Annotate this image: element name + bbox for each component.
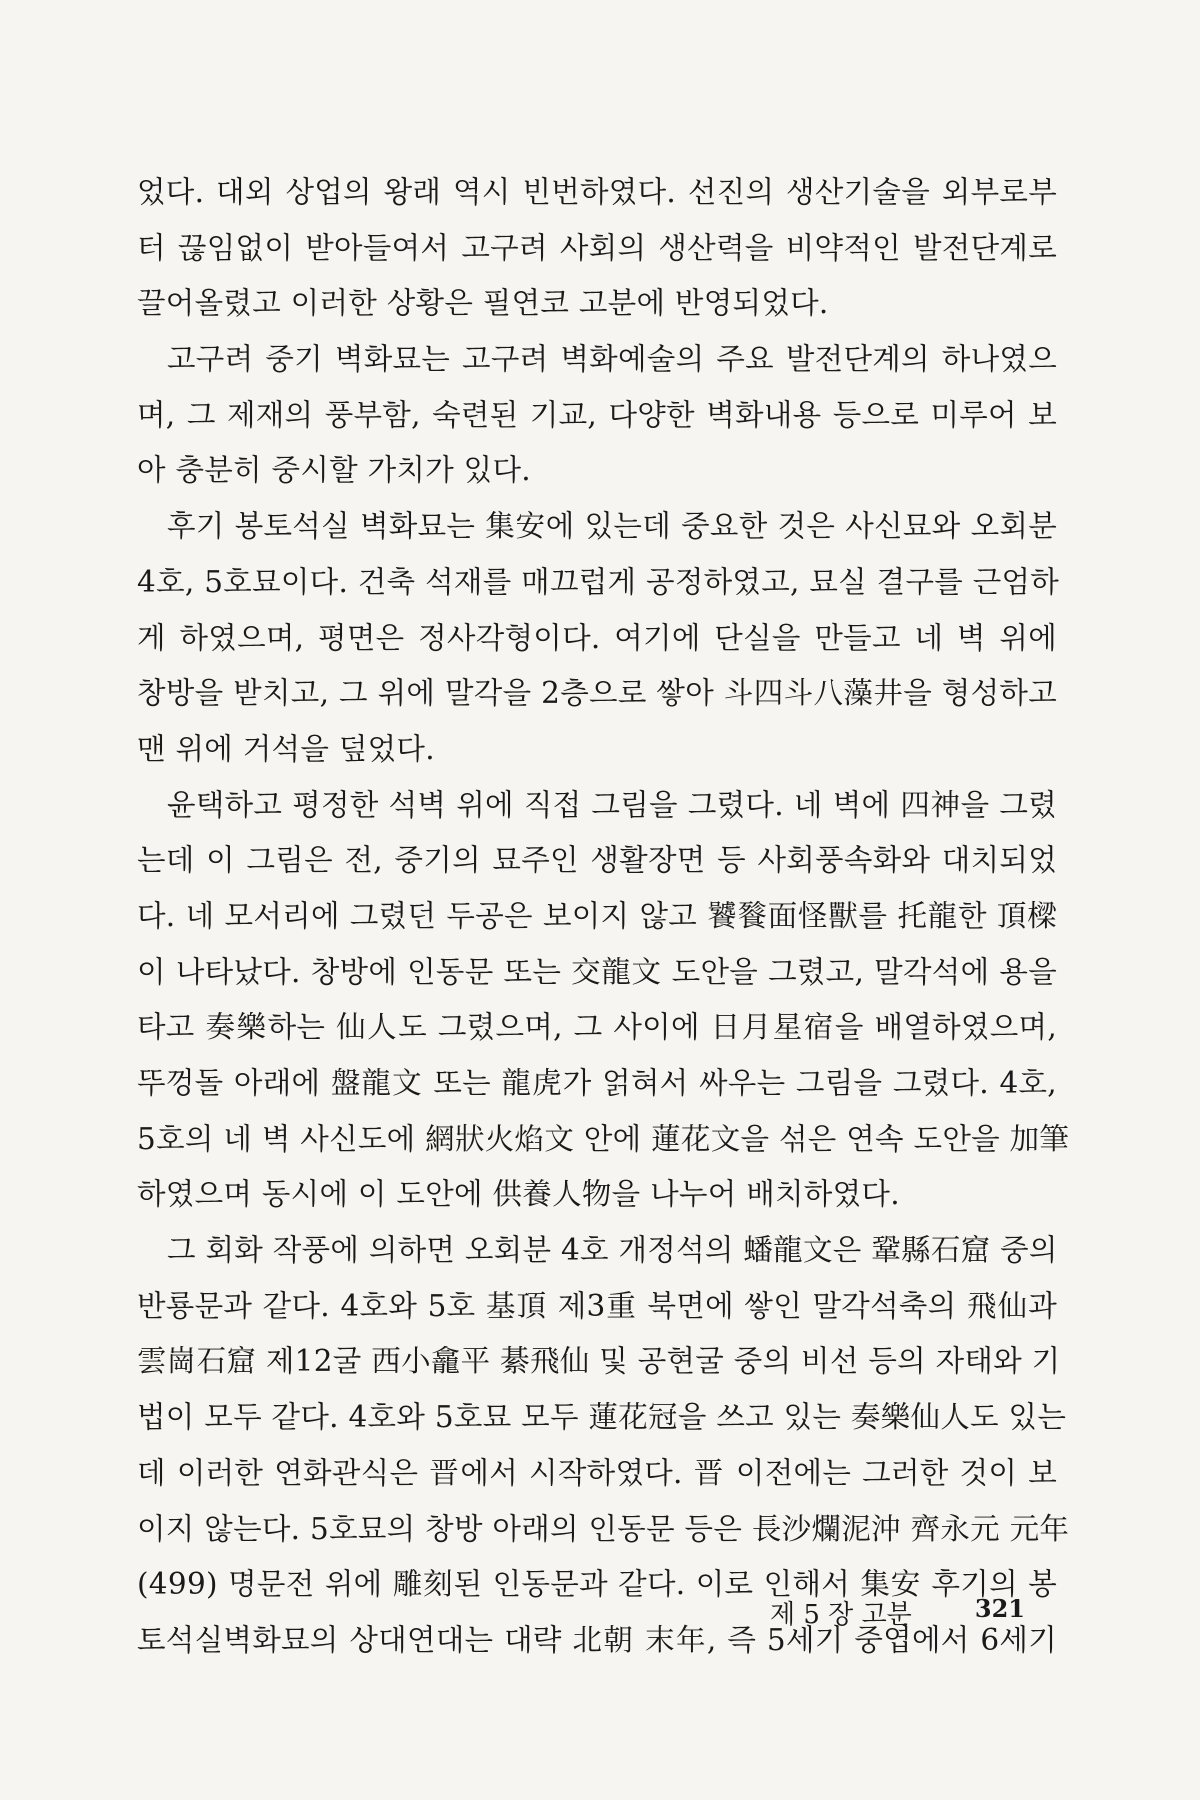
text-line-19: 하였으며 동시에 이 도안에 供養人物을 나누어 배치하였다. bbox=[137, 1177, 900, 1212]
text-line-9: 게 하였으며, 평면은 정사각형이다. 여기에 단실을 만들고 네 벽 위에 bbox=[137, 620, 1057, 655]
text-line-7: 후기 봉토석실 벽화묘는 集安에 있는데 중요한 것은 사신묘와 오회분 bbox=[167, 509, 1057, 544]
text-line-25: 이지 않는다. 5호묘의 창방 아래의 인동문 등은 長沙爛泥沖 齊永元 元年 bbox=[137, 1511, 1070, 1546]
text-line-18: 5호의 네 벽 사신도에 網狀火焰文 안에 蓮花文을 섞은 연속 도안을 加筆 bbox=[137, 1121, 1070, 1156]
text-line-16: 타고 奏樂하는 仙人도 그렸으며, 그 사이에 日月星宿을 배열하였으며, bbox=[137, 1010, 1057, 1045]
text-line-26: (499) 명문전 위에 雕刻된 인동문과 같다. 이로 인해서 集安 후기의 봉 bbox=[137, 1567, 1057, 1602]
text-line-2: 터 끊임없이 받아들여서 고구려 사회의 생산력을 비약적인 발전단계로 bbox=[137, 230, 1057, 265]
text-line-4: 고구려 중기 벽화묘는 고구려 벽화예술의 주요 발전단계의 하나였으 bbox=[167, 342, 1057, 377]
body-text bbox=[137, 165, 1070, 1669]
text-line-11: 맨 위에 거석을 덮었다. bbox=[137, 731, 435, 766]
text-line-1: 었다. 대외 상업의 왕래 역시 빈번하였다. 선진의 생산기술을 외부로부 bbox=[137, 175, 1057, 209]
text-line-22: 雲崗石窟 제12굴 西小龕平 綦飛仙 및 공현굴 중의 비선 등의 자태와 기 bbox=[137, 1344, 1061, 1379]
text-line-15: 이 나타났다. 창방에 인동문 또는 交龍文 도안을 그렸고, 말각석에 용을 bbox=[137, 954, 1057, 989]
text-line-21: 반룡문과 같다. 4호와 5호 基頂 제3重 북면에 쌓인 말각석축의 飛仙과 bbox=[137, 1288, 1057, 1323]
text-line-17: 뚜껑돌 아래에 盤龍文 또는 龍虎가 얽혀서 싸우는 그림을 그렸다. 4호, bbox=[137, 1066, 1057, 1100]
text-line-23: 법이 모두 같다. 4호와 5호묘 모두 蓮花冠을 쓰고 있는 奏樂仙人도 있는 bbox=[137, 1400, 1067, 1435]
text-line-20: 그 회화 작풍에 의하면 오회분 4호 개정석의 蟠龍文은 鞏縣石窟 중의 bbox=[167, 1233, 1058, 1268]
text-line-3: 끌어올렸고 이러한 상황은 필연코 고분에 반영되었다. bbox=[137, 286, 829, 321]
text-line-13: 는데 이 그림은 전, 중기의 묘주인 생활장면 등 사회풍속화와 대치되었 bbox=[137, 843, 1057, 878]
text-line-8: 4호, 5호묘이다. 건축 석재를 매끄럽게 공정하였고, 묘실 결구를 근엄하 bbox=[137, 564, 1060, 599]
text-line-14: 다. 네 모서리에 그렸던 두공은 보이지 않고 饕餮面怪獸를 托龍한 頂樑 bbox=[137, 898, 1057, 933]
page-footer bbox=[770, 1594, 1025, 1634]
text-line-10: 창방을 받치고, 그 위에 말각을 2층으로 쌓아 斗四斗八藻井을 형성하고 bbox=[137, 676, 1057, 711]
page-number: 321 bbox=[974, 1594, 1025, 1623]
text-line-27: 토석실벽화묘의 상대연대는 대략 北朝 末年, 즉 5세기 중엽에서 6세기 bbox=[137, 1622, 1057, 1657]
text-line-6: 아 충분히 중시할 가치가 있다. bbox=[137, 453, 531, 488]
text-line-12: 윤택하고 평정한 석벽 위에 직접 그림을 그렸다. 네 벽에 四神을 그렸 bbox=[167, 787, 1057, 822]
text-line-24: 데 이러한 연화관식은 晋에서 시작하였다. 晋 이전에는 그러한 것이 보 bbox=[137, 1455, 1057, 1490]
text-line-5: 며, 그 제재의 풍부함, 숙련된 기교, 다양한 벽화내용 등으로 미루어 보 bbox=[137, 397, 1057, 432]
chapter-title: 제 5 장 고분 bbox=[770, 1600, 912, 1630]
